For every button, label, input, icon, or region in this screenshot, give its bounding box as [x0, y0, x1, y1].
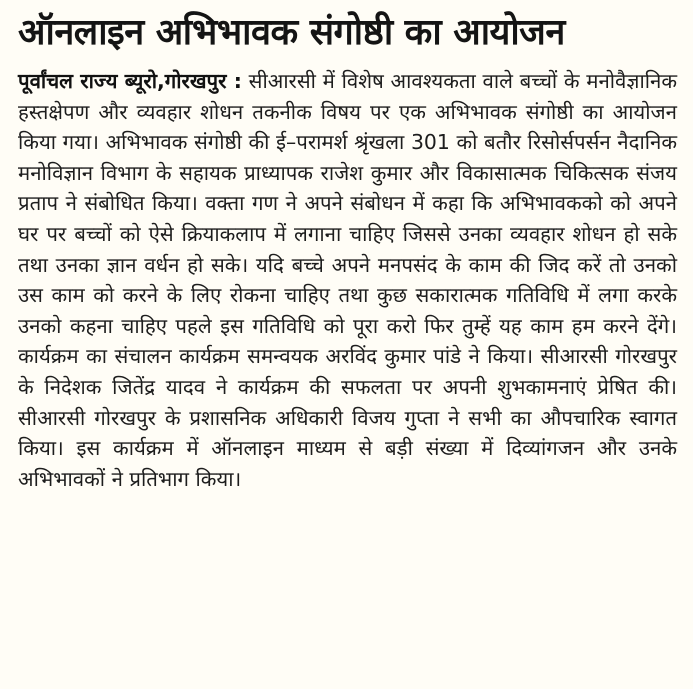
article-body [18, 66, 677, 494]
article-text: सीआरसी में विशेष आवश्यकता वाले बच्चों के मनोवैज्ञानिक हस्तक्षेपण और व्यवहार शोधन तकनीक विषय पर एक अभिभावक संगोष्ठी का आयोजन किया गया। अभिभावक संगोष्ठी की ई–परामर्श श्रृंखला 301 को बतौर रिसोर्सपर्सन नैदानिक मनोविज्ञान विभाग के सहायक प्राध्यापक राजेश कुमार और विकासात्मक चिकित्सक संजय प्रताप ने संबोधित किया। वक्ता गण ने अपने संबोधन में कहा कि अभिभावकको को अपने घर पर बच्चों को ऐसे क्रियाकलाप में लगाना चाहिए जिससे उनका व्यवहार शोधन हो सके तथा उनका ज्ञान वर्धन हो सके। यदि बच्चे अपने मनपसंद के काम की जिद करें तो उनको उस काम को करने के लिए रोकना चाहिए तथा कुछ सकारात्मक गतिविधि में लगा करके उनको कहना चाहिए पहले इस गतिविधि को पूरा करो फिर तुम्हें यह काम हम करने देंगे। कार्यक्रम का संचालन कार्यक्रम समन्वयक अरविंद कुमार पांडे ने किया। सीआरसी गोरखपुर के निदेशक जितेंद्र यादव ने कार्यक्रम की सफलता पर अपनी शुभकामनाएं प्रेषित की। सीआरसी गोरखपुर के प्रशासनिक अधिकारी विजय गुप्ता ने सभी का औपचारिक स्वागत किया। इस कार्यक्रम में ऑनलाइन माध्यम से बड़ी संख्या में दिव्यांगजन और उनके अभिभावकों ने प्रतिभाग किया। [18, 69, 678, 491]
headline: ऑनलाइन अभिभावक संगोष्ठी का आयोजन [18, 12, 565, 53]
byline: पूर्वांचल राज्य ब्यूरो,गोरखपुर : [18, 69, 242, 93]
